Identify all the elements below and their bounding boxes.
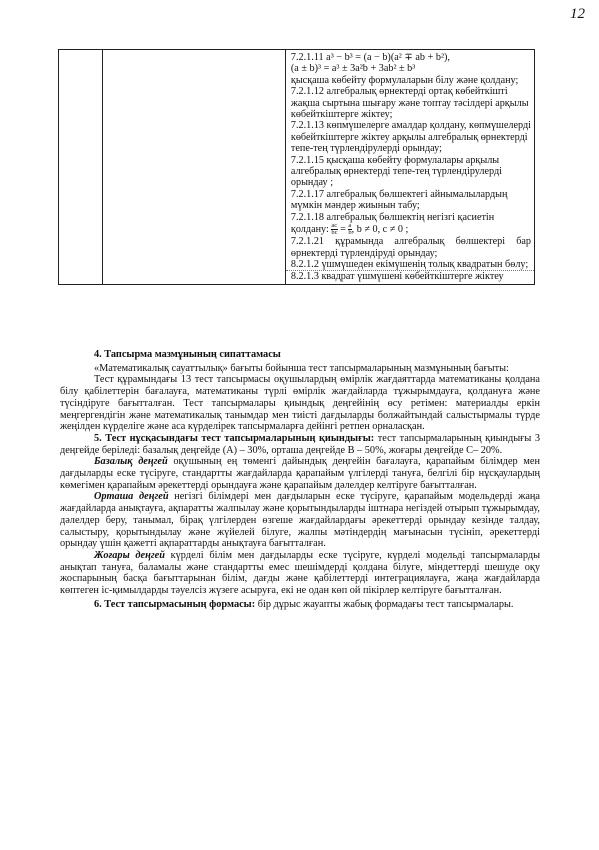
objectives-list xyxy=(291,52,531,283)
objective-text: алгебралық өрнектерді ортақ көбейткішті xyxy=(326,86,508,98)
objective-line xyxy=(291,271,531,282)
objective-line xyxy=(291,212,531,223)
section-4-title: 4. Тапсырма мазмұнының сипаттамасы xyxy=(94,349,281,360)
objective-text: квадрат үшмүшені көбейткіштерге жіктеу xyxy=(321,271,504,283)
fraction-numerator: ac xyxy=(331,222,338,230)
section-5-paragraph xyxy=(60,433,540,456)
objective-line xyxy=(291,177,531,188)
objective-line xyxy=(291,200,531,211)
objective-line xyxy=(291,52,531,63)
fraction-denominator: b xyxy=(348,229,352,237)
objective-line xyxy=(291,236,531,247)
objective-text: көбейткіштерге жіктеу; xyxy=(290,109,393,121)
objective-line xyxy=(291,132,531,143)
objective-line xyxy=(291,155,531,166)
objective-text: жақша сыртына шығару және топтау тәсілдері арқылы xyxy=(290,97,529,109)
section-5-text: тест тапсырмаларының қиындығы 3 деңгейде беріледі: базалық деңгейде (А) – 30%, орташа деңгейде В – 50%, жоғары деңгейде С– 20%. xyxy=(60,432,540,456)
standards-table xyxy=(58,49,535,285)
objective-line xyxy=(291,86,531,97)
high-level-term: Жоғары деңгей xyxy=(94,549,165,561)
page-number: 12 xyxy=(570,6,585,22)
objective-code: 7.2.1.15 xyxy=(290,154,324,166)
objective-code: 7.2.1.11 xyxy=(290,52,324,63)
section-5-title: 5. Тест нұсқасындағы тест тапсырмаларының қиындығы: xyxy=(94,432,375,444)
basic-level-paragraph xyxy=(60,456,540,491)
objective-text: мүмкін мәндер жиынын табу; xyxy=(290,200,420,212)
objective-line xyxy=(291,189,531,200)
objective-text: көпмүшелерге амалдар қолдану, көпмүшелерді xyxy=(326,120,531,132)
section-4-intro: «Математикалық сауаттылық» бағыты бойынша тест тапсырмаларының мазмұнының бағыты: xyxy=(94,362,509,374)
section-6-paragraph xyxy=(60,599,540,611)
objective-line xyxy=(291,120,531,131)
basic-level-term: Базалық деңгей xyxy=(94,456,168,468)
section-4-paragraph: Тест құрамындағы 13 тест тапсырмасы оқушылардың өмірлік жағдаяттарда математиканы қолдана білу қабілеттерін бағалауға, математиканы түрлі өмірлік жағдайларда тұжырымдауға, қолдануға және түсіндіруге бағытталған. Тест тапсырмалары қиындық деңгейінің өсу ретімен: материалды еркін меңгергендігін және математикалық танымдар мен тиісті дағдыларды болжайтындай салыстырмалы түрде жеңілден күрделіге және аса күрделірек тапсырмаларға дейінгі ретпен орналасқан. xyxy=(60,374,540,433)
section-6-title: 6. Тест тапсырмасының формасы: xyxy=(94,598,256,610)
objective-line xyxy=(291,166,531,177)
objective-text: қолдану: xyxy=(290,223,329,235)
objective-code: 7.2.1.21 xyxy=(290,236,324,248)
table-cell-topic xyxy=(103,50,286,285)
objective-code: 8.2.1.2 xyxy=(290,258,319,270)
objective-text: орындау ; xyxy=(290,177,334,189)
fraction-denominator: bc xyxy=(331,229,338,237)
objective-text: үшмүшеден екімүшенің толық квадратын бөлу; xyxy=(321,258,529,270)
table-cell-section xyxy=(59,50,103,285)
section-6-text: бір дұрыс жауапты жабық формадағы тест тапсырмалары. xyxy=(255,598,514,610)
objective-text: өрнектерді түрлендіруді орындау; xyxy=(290,247,438,259)
objective-line xyxy=(291,223,531,236)
middle-level-text: негізгі білімдері мен дағдыларын еске түсіруге, қарапайым модельдерді жаңа жағдайларда анықтауға, ақпаратты жалпылау және қорытындыларды іштнара негіздей отырып тұжырымдау, дәлелдер беру, танымал, бірақ үлгілерден өзгеше жағдайлардағы әрекеттерді орындау кезінде талдау, салыстыру, қорытындылау және жүйелей білуге, жалпы мәтіндердің мағынасын түсініп, әрекеттерді орындау үшін қажетті ақпараттарды анықтауға бағытталған. xyxy=(60,491,540,550)
fraction-numerator: a xyxy=(348,222,352,230)
objective-line xyxy=(286,259,534,271)
objective-text: қысқаша көбейту формулалары арқылы xyxy=(326,154,500,166)
document-body xyxy=(60,349,540,610)
objective-code: 7.2.1.12 xyxy=(290,86,324,98)
objective-line xyxy=(291,98,531,109)
formula-condition: , b ≠ 0, c ≠ 0 ; xyxy=(351,223,409,235)
equals-sign: = xyxy=(337,223,349,235)
objective-code: 7.2.1.17 xyxy=(290,188,324,200)
objective-text: тепе-тең түрлендірулерді орындау; xyxy=(290,143,442,155)
high-level-paragraph xyxy=(60,550,540,597)
middle-level-paragraph xyxy=(60,491,540,550)
objective-text: қысқаша көбейту формулаларын білу және қолдану; xyxy=(290,74,519,86)
objective-line xyxy=(291,75,531,86)
basic-level-text: оқушының ең төменгі дайындық деңгейін бағалауға, қарапайым білімдер мен дағдыларды еске түсіруге, стандартты жағдайларда қарапайым үлгілерді тануға, белгілі бір нұсқаулардың көмегімен қарапайым әрекеттерді орындауға және қарапайым дәлелдер келтіруге бағытталған. xyxy=(60,456,540,491)
objective-line xyxy=(291,109,531,120)
table-cell-objectives xyxy=(285,50,534,285)
objective-text: алгебралық бөлшектегі айнымалылардың xyxy=(326,188,508,200)
objective-line xyxy=(291,143,531,154)
objective-line xyxy=(291,63,531,74)
objective-code: 8.2.1.3 xyxy=(290,271,319,283)
objective-text: алгебралық бөлшектің негізгі қасиетін xyxy=(326,211,495,223)
objective-text: көбейткіштерге жіктеу арқылы алгебралық өрнектерді xyxy=(290,131,528,143)
objective-text: құрамында алгебралық бөлшектері бар xyxy=(335,236,531,248)
middle-level-term: Орташа деңгей xyxy=(94,491,169,503)
objective-code: 7.2.1.13 xyxy=(290,120,324,132)
objective-text: алгебралық өрнектерді тепе-тең түрлендірулерді xyxy=(290,166,503,178)
objective-text: a³ − b³ = (a − b)(a² ∓ ab + b²), xyxy=(326,52,450,63)
objective-code: 7.2.1.18 xyxy=(290,211,324,223)
objective-line xyxy=(291,248,531,259)
high-level-text: күрделі білім мен дағдыларды еске түсіруге, күрделі модельді тапсырмаларды анықтап тануға, баламалы және стандартты емес шешімдерді қолдана білуге, міндеттерді шешуде оқу жоспарының басқа бағыттарынан білім, дағды және қабілеттерді интеграциялауға, жаңа жағдайларда көптеген іс-қимылдарды тәуелсіз жүзеге асыруға, екі не одан көп ой пікірлер келтіруге бағытталған. xyxy=(60,549,540,597)
objective-text: (a ± b)³ = a³ ± 3a²b + 3ab² ± b³ xyxy=(290,63,416,75)
